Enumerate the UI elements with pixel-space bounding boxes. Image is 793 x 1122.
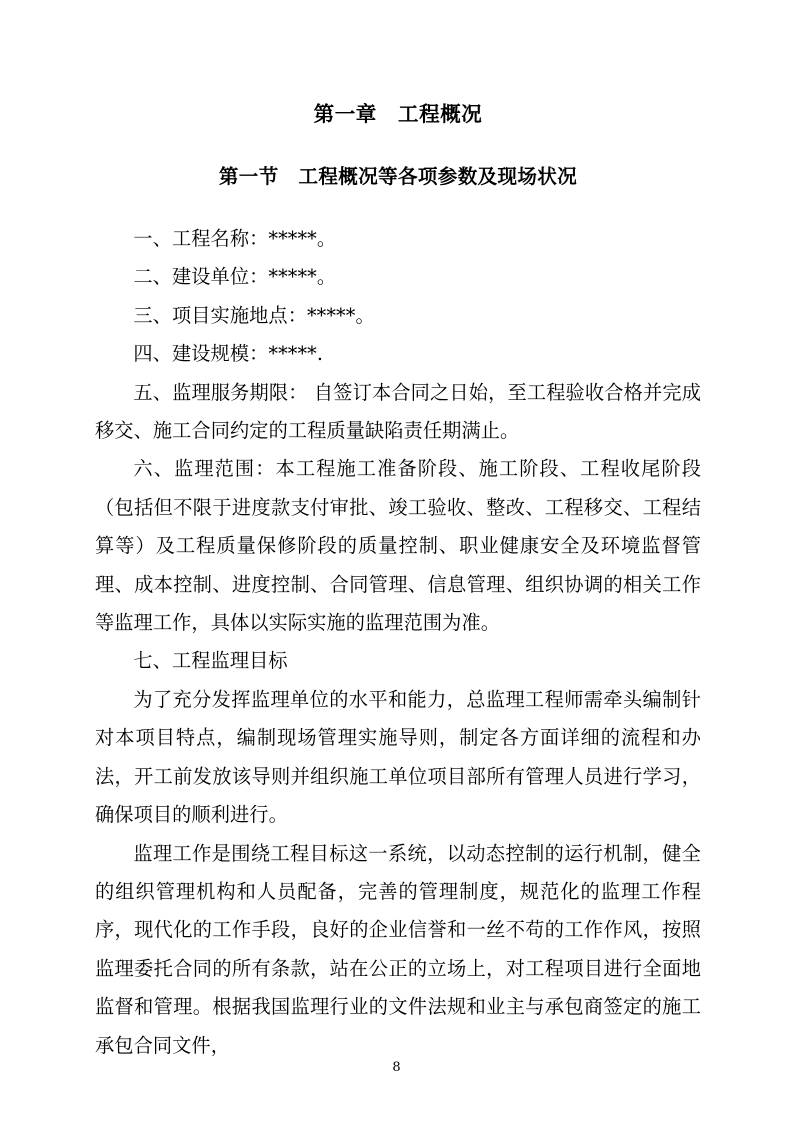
page-content [95, 0, 701, 1065]
clause-item-5: 五、监理服务期限： 自签订本合同之日始，至工程验收合格并完成移交、施工合同约定的工程质量缺陷责任期满止。 [95, 380, 701, 443]
body-text-block [95, 220, 701, 1065]
section-title: 第一节 工程概况等各项参数及现场状况 [218, 164, 578, 188]
chapter-title: 第一章 工程概况 [313, 102, 483, 126]
clause-item-2: 二、建设单位：*****。 [133, 265, 337, 289]
clause-item-7: 七、工程监理目标 [133, 649, 288, 673]
supervision-goal-paragraph-2: 监理工作是围绕工程目标这一系统，以动态控制的运行机制，健全的组织管理机构和人员配备，完善的管理制度，规范化的监理工作程序，现代化的工作手段，良好的企业信誉和一丝不苟的工作作风，按照监理委托合同的所有条款，站在公正的立场上，对工程项目进行全面地监督和管理。根据我国监理行业的文件法规和业主与承包商签定的施工承包合同文件， [95, 841, 701, 1057]
clause-item-6: 六、监理范围：本工程施工准备阶段、施工阶段、工程收尾阶段（包括但不限于进度款支付审批、竣工验收、整改、工程移交、工程结算等）及工程质量保修阶段的质量控制、职业健康安全及环境监督管理、成本控制、进度控制、合同管理、信息管理、组织协调的相关工作等监理工作，具体以实际实施的监理范围为准。 [95, 457, 701, 635]
clause-item-1: 一、工程名称：*****。 [133, 227, 337, 250]
page-number: 8 [392, 1060, 401, 1075]
supervision-goal-paragraph-1: 为了充分发挥监理单位的水平和能力，总监理工程师需牵头编制针对本项目特点，编制现场管理实施导则，制定各方面详细的流程和办法，开工前发放该导则并组织施工单位项目部所有管理人员进行学习，确保项目的顺利进行。 [95, 687, 701, 827]
clause-item-3: 三、项目实施地点：*****。 [133, 303, 375, 327]
clause-item-4: 四、建设规模：*****. [133, 342, 324, 366]
